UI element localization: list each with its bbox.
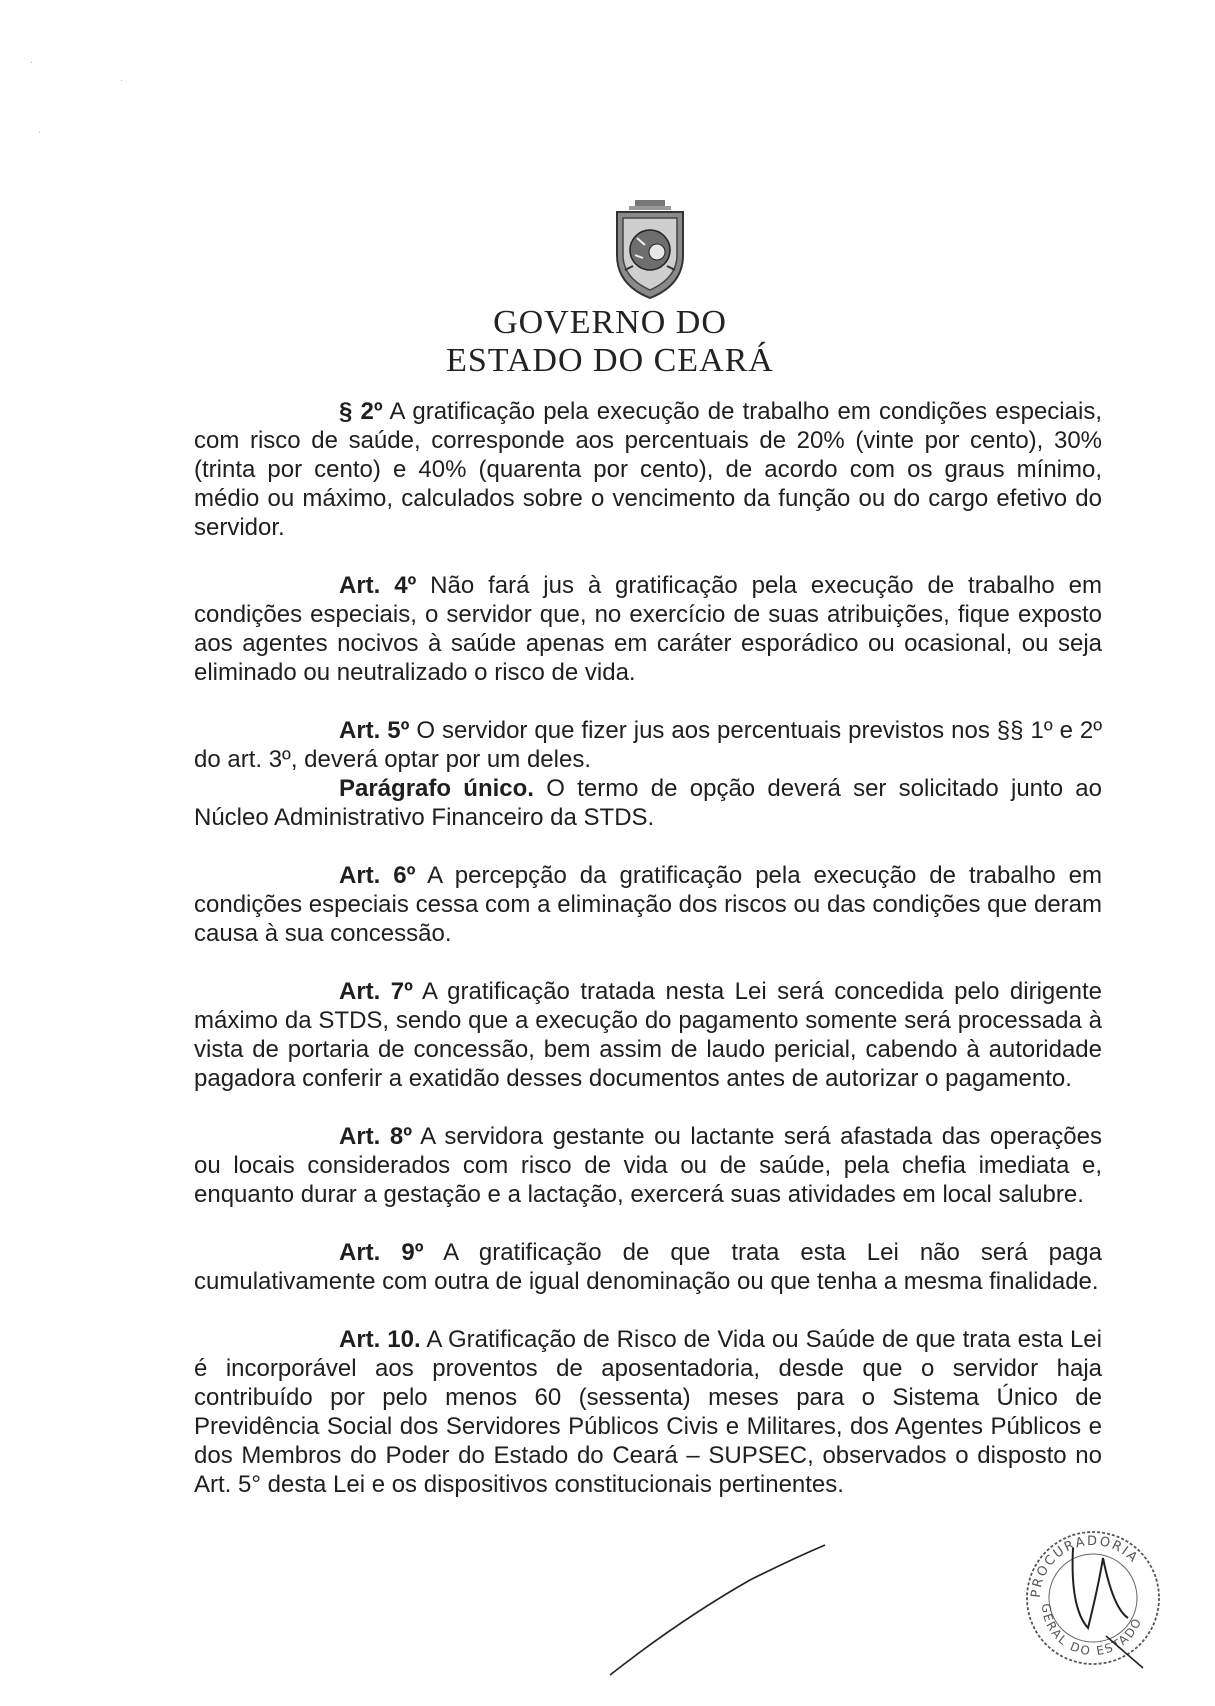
state-coat-of-arms-icon (607, 200, 693, 300)
article-5-sole-paragraph (194, 774, 1102, 832)
paragraph-2 (194, 397, 1102, 542)
stamp-text-top: PROCURADORIA (1028, 1533, 1142, 1599)
article-10 (194, 1325, 1102, 1499)
article-5 (194, 716, 1102, 774)
paragraph-lead: § 2º (339, 398, 383, 425)
stamp-text-bottom: GERAL DO ESTADO (1038, 1602, 1145, 1659)
scan-speck: · (38, 128, 42, 139)
document-body (194, 397, 1102, 1528)
article-7 (194, 977, 1102, 1093)
article-lead: Art. 10. (339, 1326, 421, 1353)
article-lead: Parágrafo único. (339, 775, 534, 802)
article-lead: Art. 6º (339, 862, 416, 889)
article-9 (194, 1238, 1102, 1296)
article-lead: Art. 7º (339, 978, 413, 1005)
letterhead-line-1: GOVERNO DO (493, 304, 727, 341)
letterhead-line-2: ESTADO DO CEARÁ (446, 342, 774, 379)
article-text: O servidor que fizer jus aos percentuais previstos nos §§ 1º e 2º do art. 3º, deverá optar por um deles. (194, 717, 1103, 773)
article-lead: Art. 5º (339, 717, 410, 744)
paragraph-text: A gratificação pela execução de trabalho em condições especiais, com risco de saúde, corresponde aos percentuais de 20% (vinte por cento), 30% (trinta por cento) e 40% (quarenta por cento), de acordo com os graus mínimo, médio ou máximo, calculados sobre o vencimento da função ou do cargo efetivo do servidor. (194, 398, 1102, 541)
article-8 (194, 1122, 1102, 1209)
scan-speck: · (30, 58, 34, 69)
article-text: A servidora gestante ou lactante será afastada das operações ou locais considerados com risco de vida ou de saúde, pela chefia imediata e, enquanto durar a gestação e a lactação, exercerá suas atividades em local salubre. (194, 1123, 1102, 1208)
article-4 (194, 571, 1102, 687)
article-text: Não fará jus à gratificação pela execução de trabalho em condições especiais, o servidor que, no exercício de suas atribuições, fique exposto aos agentes nocivos à saúde apenas em caráter esporádico ou ocasional, ou seja eliminado ou neutralizado o risco de vida. (194, 572, 1102, 686)
svg-text:PROCURADORIA (1029, 1534, 1142, 1598)
article-text: A gratificação de que trata esta Lei não será paga cumulativamente com outra de igual denominação ou que tenha a mesma finalidade. (194, 1239, 1102, 1295)
article-6 (194, 861, 1102, 948)
article-text: A Gratificação de Risco de Vida ou Saúde de que trata esta Lei é incorporável aos proventos de aposentadoria, desde que o servidor haja contribuído por pelo menos 60 (sessenta) meses para o Sistema Único de Previdência Social dos Servidores Públicos Civis e Militares, dos Agentes Públicos e dos Membros do Poder do Estado do Ceará – SUPSEC, observados o disposto no Art. 5° desta Lei e os dispositivos constitucionais pertinentes. (194, 1326, 1102, 1498)
article-lead: Art. 8º (339, 1123, 412, 1150)
article-text: A gratificação tratada nesta Lei será concedida pelo dirigente máximo da STDS, sendo que a execução do pagamento somente será processada à vista de portaria de concessão, bem assim de laudo pericial, cabendo à autoridade pagadora conferir a exatidão desses documentos antes de autorizar o pagamento. (194, 978, 1102, 1092)
scan-speck: · (120, 76, 124, 87)
article-lead: Art. 9º (339, 1239, 424, 1266)
letterhead (440, 304, 780, 380)
article-text: O termo de opção deverá ser solicitado junto ao Núcleo Administrativo Financeiro da STDS. (194, 775, 1102, 831)
article-text: A percepção da gratificação pela execução de trabalho em condições especiais cessa com a eliminação dos riscos ou das condições que deram causa à sua concessão. (194, 862, 1102, 947)
article-lead: Art. 4º (339, 572, 417, 599)
procuradoria-stamp-icon (1018, 1518, 1168, 1678)
signature-stroke (600, 1540, 830, 1680)
